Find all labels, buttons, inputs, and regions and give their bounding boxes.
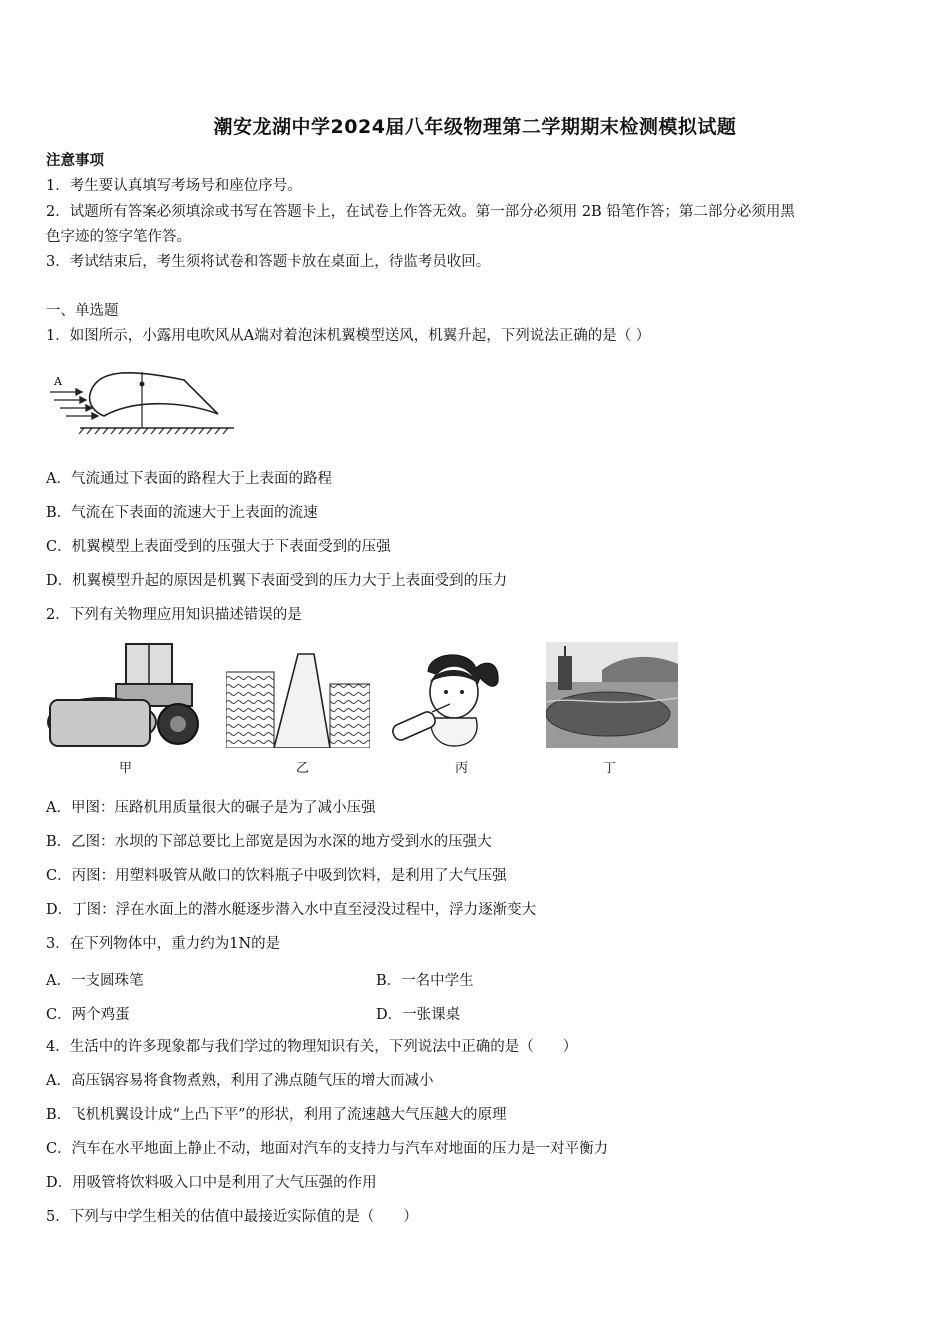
dam-water-left xyxy=(226,672,274,748)
question-3-option-d: D．一张课桌 xyxy=(376,1007,461,1023)
question-3-option-b: B．一名中学生 xyxy=(376,973,474,989)
question-3-option-a: A．一支圆珠笔 xyxy=(46,973,144,989)
road-roller-figure xyxy=(46,640,202,750)
girl-drinking-figure xyxy=(388,642,516,748)
submarine-tower xyxy=(558,656,572,690)
notice-item: 1．考生要认真填写考场号和座位序号。 xyxy=(46,178,302,194)
question-1-stem: 1．如图所示，小露用电吹风从A端对着泡沫机翼模型送风，机翼升起，下列说法正确的是（ ） xyxy=(46,328,651,344)
question-4-option-b: B．飞机机翼设计成“上凸下平”的形状，利用了流速越大气压越大的原理 xyxy=(46,1107,507,1123)
girl-body xyxy=(431,718,477,746)
dam-water-right xyxy=(330,684,370,748)
question-2-option-c: C．丙图：用塑料吸管从敞口的饮料瓶子中吸到饮料，是利用了大气压强 xyxy=(46,868,507,884)
caption-jia: 甲 xyxy=(119,761,133,776)
notice-item: 色字迹的签字笔作答。 xyxy=(46,229,191,245)
ground-hatch xyxy=(79,428,228,434)
question-4-option-a: A．高压锅容易将食物煮熟，利用了沸点随气压的增大而减小 xyxy=(46,1073,434,1089)
question-3-option-c: C．两个鸡蛋 xyxy=(46,1007,130,1023)
notice-heading: 注意事项 xyxy=(46,152,104,169)
pivot xyxy=(140,382,145,387)
question-1-option-d: D．机翼模型升起的原因是机翼下表面受到的压力大于上表面受到的压力 xyxy=(46,573,508,589)
dam-wall xyxy=(274,654,330,748)
question-3-stem: 3．在下列物体中，重力约为1N的是 xyxy=(46,936,281,952)
page-title: 潮安龙湖中学2024届八年级物理第二学期期末检测模拟试题 xyxy=(213,116,737,138)
wing-model-figure xyxy=(46,364,240,436)
caption-bing: 丙 xyxy=(455,761,469,776)
question-5-stem: 5．下列与中学生相关的估值中最接近实际值的是（ ） xyxy=(46,1209,418,1225)
dam-figure xyxy=(226,650,370,748)
question-2-option-a: A．甲图：压路机用质量很大的碾子是为了减小压强 xyxy=(46,800,376,816)
question-1-option-a: A．气流通过下表面的路程大于上表面的路程 xyxy=(46,471,332,487)
submarine-figure xyxy=(546,642,678,748)
drink-bottle xyxy=(391,710,438,743)
caption-yi: 乙 xyxy=(296,761,310,776)
notice-item: 3．考试结束后，考生须将试卷和答题卡放在桌面上，待监考员收回。 xyxy=(46,254,491,270)
caption-ding: 丁 xyxy=(603,761,617,776)
figure-label-a: A xyxy=(54,375,62,388)
question-2-option-b: B．乙图：水坝的下部总要比上部宽是因为水深的地方受到水的压强大 xyxy=(46,834,492,850)
submarine-hull xyxy=(546,692,670,736)
question-4-stem: 4．生活中的许多现象都与我们学过的物理知识有关，下列说法中正确的是（ ） xyxy=(46,1039,578,1055)
wing-shape xyxy=(90,373,218,416)
question-4-option-c: C．汽车在水平地面上静止不动，地面对汽车的支持力与汽车对地面的压力是一对平衡力 xyxy=(46,1141,609,1157)
question-4-option-d: D．用吸管将饮料吸入口中是利用了大气压强的作用 xyxy=(46,1175,377,1191)
question-2-stem: 2．下列有关物理应用知识描述错误的是 xyxy=(46,607,302,623)
question-1-option-b: B．气流在下表面的流速大于上表面的流速 xyxy=(46,505,318,521)
question-1-option-c: C．机翼模型上表面受到的压强大于下表面受到的压强 xyxy=(46,539,391,555)
section-heading: 一、单选题 xyxy=(46,303,119,319)
question-2-option-d: D．丁图：浮在水面上的潜水艇逐步潜入水中直至浸没过程中，浮力逐渐变大 xyxy=(46,902,537,918)
notice-item: 2．试题所有答案必须填涂或书写在答题卡上，在试卷上作答无效。第一部分必须用 2B 铅笔作答；第二部分必须用黑 xyxy=(46,204,795,220)
